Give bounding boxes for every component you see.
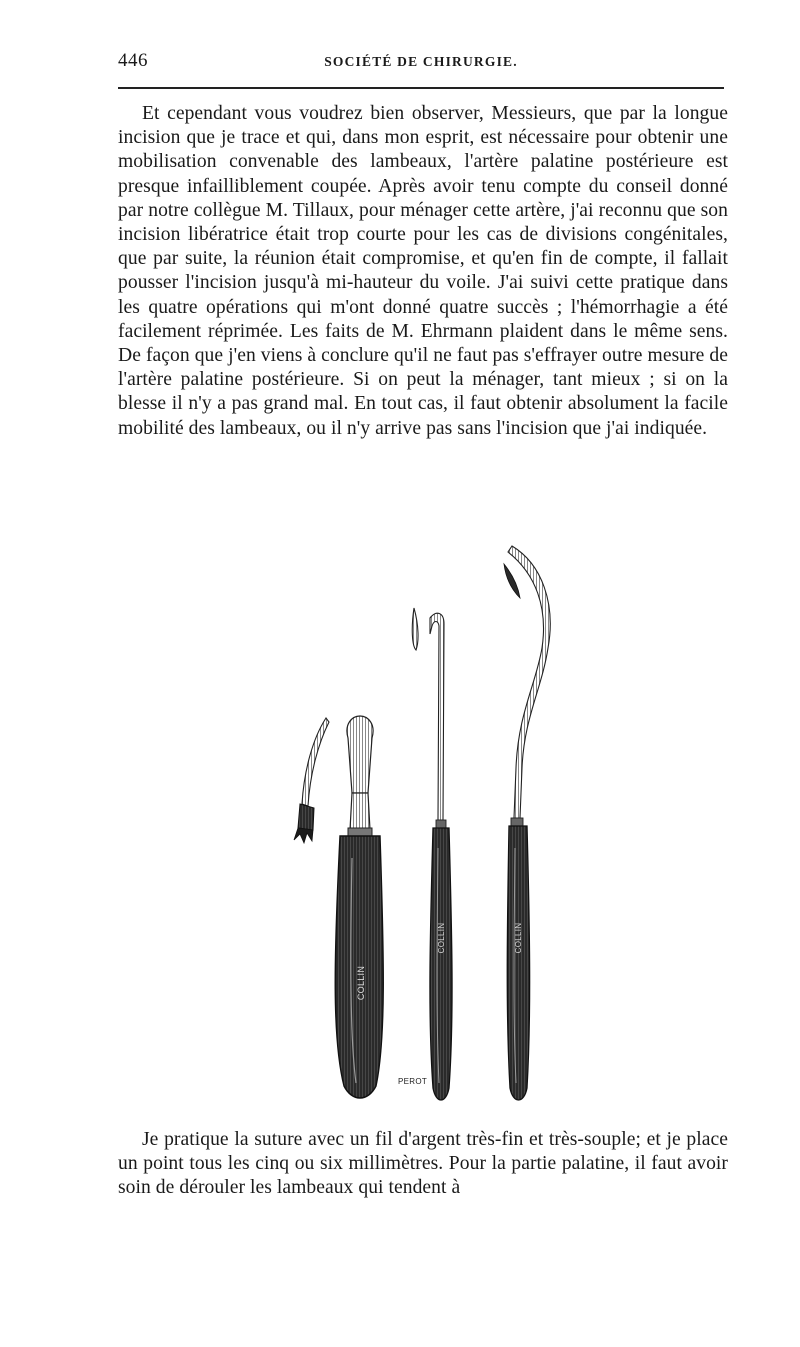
curved-hook-instrument bbox=[504, 546, 550, 1100]
surgical-instruments-illustration bbox=[280, 538, 580, 1118]
page-number: 446 bbox=[118, 50, 148, 71]
handle-label-2: COLLIN bbox=[437, 922, 446, 954]
straight-hook-instrument bbox=[412, 608, 452, 1100]
body-paragraph-1: Et cependant vous voudrez bien observer, Messieurs, que par la longue incision que je trace et qui, dans mon esprit, est nécessaire pour obtenir une mobilisation convenable des lambeaux, l'artère palatine postérieure est presque infailliblement coupée. Après avoir tenu compte du conseil donné par notre collègue M. Tillaux, pour ménager cette artère, j'ai reconnu que son incision libératrice était trop courte pour les cas de divisions congénitales, que par suite, la réunion était compromise, et qu'en fin de compte, il fallait pousser l'incision jusqu'à mi-hauteur du voile. J'ai suivi cette pratique dans les quatre opérations qui m'ont donné quatre succès ; l'hémorrhagie a été facilement réprimée. Les faits de M. Ehrmann plaident dans le même sens. De façon que j'en viens à conclure qu'il ne faut pas s'effrayer outre mesure de l'artère palatine postérieure. Si on peut la ménager, tant mieux ; si on la blesse il n'y a pas grand mal. En tout cas, il faut obtenir absolument la facile mobilité des lambeaux, ou il n'y arrive pas sans l'incision que j'ai indiquée. bbox=[118, 103, 728, 439]
page-header bbox=[118, 50, 724, 78]
instrument-tip-detail bbox=[294, 718, 329, 843]
header-rule bbox=[118, 87, 724, 89]
body-paragraph-2: Je pratique la suture avec un fil d'argent très-fin et très-souple; et je place un point tous les cinq ou six millimètres. Pour la partie palatine, il faut avoir soin de dérouler les lambeaux qui tendent à bbox=[118, 1129, 728, 1199]
handle-label-3: COLLIN bbox=[514, 922, 523, 954]
handle-label-1: COLLIN bbox=[356, 965, 366, 1001]
raspatory-instrument bbox=[335, 716, 383, 1098]
engraving-svg bbox=[280, 538, 580, 1118]
engraver-credit: PEROT bbox=[398, 1077, 428, 1086]
running-title: SOCIÉTÉ DE CHIRURGIE. bbox=[324, 54, 518, 69]
